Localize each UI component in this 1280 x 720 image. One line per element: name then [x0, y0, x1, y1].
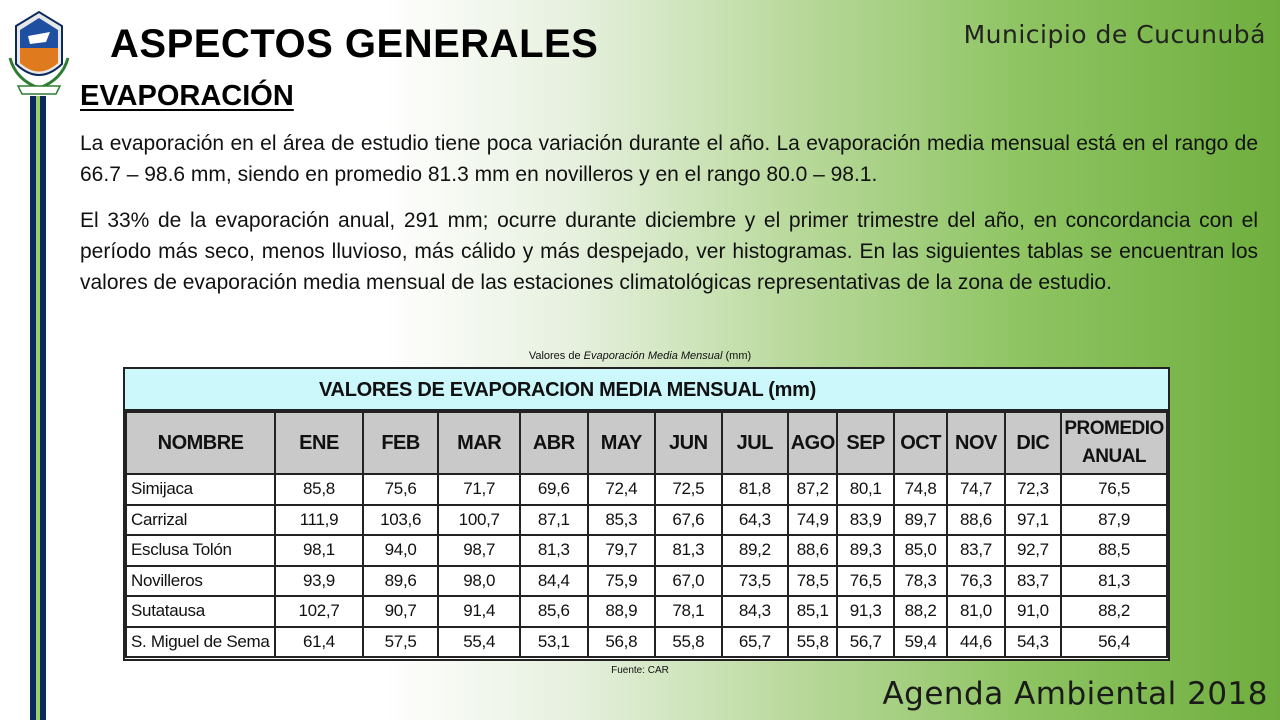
table-cell: 89,2 [722, 535, 789, 566]
table-cell: 98,0 [438, 566, 520, 597]
column-header: MAR [438, 412, 520, 474]
table-cell: 78,1 [655, 596, 722, 627]
caption-suffix: (mm) [722, 350, 752, 362]
page-title: ASPECTOS GENERALES [110, 22, 599, 66]
table-cell: 80,1 [837, 474, 893, 505]
table-cell: 72,5 [655, 474, 722, 505]
table-cell: 103,6 [363, 505, 439, 536]
column-header: SEP [837, 412, 893, 474]
table-cell: 78,5 [788, 566, 837, 597]
table-cell: 91,4 [438, 596, 520, 627]
table-cell: 88,9 [588, 596, 656, 627]
table-cell: 81,8 [722, 474, 789, 505]
table-cell: 90,7 [363, 596, 439, 627]
table-cell: 92,7 [1005, 535, 1061, 566]
column-header: ABR [520, 412, 588, 474]
table-cell: 67,6 [655, 505, 722, 536]
table-cell: 79,7 [588, 535, 656, 566]
column-header: PROMEDIO ANUAL [1061, 412, 1167, 474]
table-cell: 71,7 [438, 474, 520, 505]
table-cell: 102,7 [275, 596, 363, 627]
table-cell: 81,0 [947, 596, 1004, 627]
table-cell: 91,3 [837, 596, 893, 627]
table-cell: 75,9 [588, 566, 656, 597]
section-subtitle: EVAPORACIÓN [80, 80, 294, 112]
table-caption [0, 350, 1280, 362]
table-cell: 69,6 [520, 474, 588, 505]
table-cell: 85,6 [520, 596, 588, 627]
table-cell: 88,5 [1061, 535, 1167, 566]
table-cell: 83,9 [837, 505, 893, 536]
table-cell: 74,8 [894, 474, 947, 505]
source-note: Fuente: CAR [611, 665, 669, 676]
table-cell: 57,5 [363, 627, 439, 658]
table-cell: 88,2 [1061, 596, 1167, 627]
station-name: Esclusa Tolón [126, 535, 275, 566]
table-cell: 87,1 [520, 505, 588, 536]
table-cell: 94,0 [363, 535, 439, 566]
table-cell: 93,9 [275, 566, 363, 597]
station-name: Sutatausa [126, 596, 275, 627]
table-cell: 83,7 [947, 535, 1004, 566]
table-cell: 85,0 [894, 535, 947, 566]
table-cell: 84,3 [722, 596, 789, 627]
station-name: S. Miguel de Sema [126, 627, 275, 658]
table-cell: 56,7 [837, 627, 893, 658]
table-cell: 89,6 [363, 566, 439, 597]
paragraph-2: El 33% de la evaporación anual, 291 mm; ocurre durante diciembre y el primer trimestre del año, en concordancia con el período más seco, menos lluvioso, más cálido y más despejado, ver histogramas. En las siguientes tablas se encuentran los valores de evaporación media mensual de las estaciones climatológicas representativas de la zona de estudio. [80, 209, 1258, 294]
table-cell: 55,8 [788, 627, 837, 658]
column-header: JUL [722, 412, 789, 474]
table-cell: 76,5 [1061, 474, 1167, 505]
evaporation-table [123, 367, 1170, 661]
column-header: NOV [947, 412, 1004, 474]
table-cell: 72,4 [588, 474, 656, 505]
table-cell: 100,7 [438, 505, 520, 536]
table-cell: 98,7 [438, 535, 520, 566]
column-header: FEB [363, 412, 439, 474]
caption-italic: Evaporación Media Mensual [583, 350, 723, 362]
column-header: NOMBRE [126, 412, 275, 474]
column-header: ENE [275, 412, 363, 474]
table-cell: 65,7 [722, 627, 789, 658]
table-cell: 87,2 [788, 474, 837, 505]
table-cell: 81,3 [655, 535, 722, 566]
table-cell: 87,9 [1061, 505, 1167, 536]
table-row [126, 474, 1167, 505]
table-cell: 89,3 [837, 535, 893, 566]
column-header: MAY [588, 412, 656, 474]
station-name: Novilleros [126, 566, 275, 597]
table-cell: 111,9 [275, 505, 363, 536]
column-header: OCT [894, 412, 947, 474]
table-cell: 85,1 [788, 596, 837, 627]
data-table [125, 411, 1168, 658]
table-cell: 97,1 [1005, 505, 1061, 536]
table-cell: 88,6 [788, 535, 837, 566]
table-header-row [126, 412, 1167, 474]
municipality-name: Municipio de Cucunubá [963, 20, 1266, 49]
table-cell: 83,7 [1005, 566, 1061, 597]
station-name: Carrizal [126, 505, 275, 536]
table-row [126, 535, 1167, 566]
table-cell: 72,3 [1005, 474, 1061, 505]
table-cell: 67,0 [655, 566, 722, 597]
table-cell: 98,1 [275, 535, 363, 566]
table-cell: 85,3 [588, 505, 656, 536]
table-row [126, 627, 1167, 658]
table-row [126, 505, 1167, 536]
table-cell: 81,3 [1061, 566, 1167, 597]
table-cell: 56,4 [1061, 627, 1167, 658]
table-cell: 64,3 [722, 505, 789, 536]
column-header: JUN [655, 412, 722, 474]
table-row [126, 596, 1167, 627]
table-cell: 54,3 [1005, 627, 1061, 658]
sidebar-stripe-accent [36, 96, 40, 720]
table-cell: 88,6 [947, 505, 1004, 536]
station-name: Simijaca [126, 474, 275, 505]
table-cell: 76,5 [837, 566, 893, 597]
table-cell: 56,8 [588, 627, 656, 658]
table-cell: 59,4 [894, 627, 947, 658]
table-row [126, 566, 1167, 597]
table-cell: 89,7 [894, 505, 947, 536]
table-cell: 91,0 [1005, 596, 1061, 627]
table-cell: 84,4 [520, 566, 588, 597]
table-cell: 73,5 [722, 566, 789, 597]
footer-agenda: Agenda Ambiental 2018 [882, 676, 1268, 712]
table-cell: 55,8 [655, 627, 722, 658]
caption-prefix: Valores de [528, 350, 584, 362]
table-cell: 74,9 [788, 505, 837, 536]
table-cell: 75,6 [363, 474, 439, 505]
municipal-shield-icon [6, 8, 72, 98]
table-cell: 85,8 [275, 474, 363, 505]
table-cell: 55,4 [438, 627, 520, 658]
column-header: AGO [788, 412, 837, 474]
table-title: VALORES DE EVAPORACION MEDIA MENSUAL (mm) [125, 369, 1168, 411]
table-cell: 76,3 [947, 566, 1004, 597]
table-cell: 44,6 [947, 627, 1004, 658]
table-cell: 61,4 [275, 627, 363, 658]
paragraph-1: La evaporación en el área de estudio tiene poca variación durante el año. La evaporación media mensual está en el rango de 66.7 – 98.6 mm, siendo en promedio 81.3 mm en novilleros y en el rango 80.0 – 98.1. [80, 132, 1258, 186]
table-body [126, 474, 1167, 657]
table-cell: 88,2 [894, 596, 947, 627]
table-cell: 74,7 [947, 474, 1004, 505]
table-cell: 81,3 [520, 535, 588, 566]
table-cell: 53,1 [520, 627, 588, 658]
table-cell: 78,3 [894, 566, 947, 597]
column-header: DIC [1005, 412, 1061, 474]
